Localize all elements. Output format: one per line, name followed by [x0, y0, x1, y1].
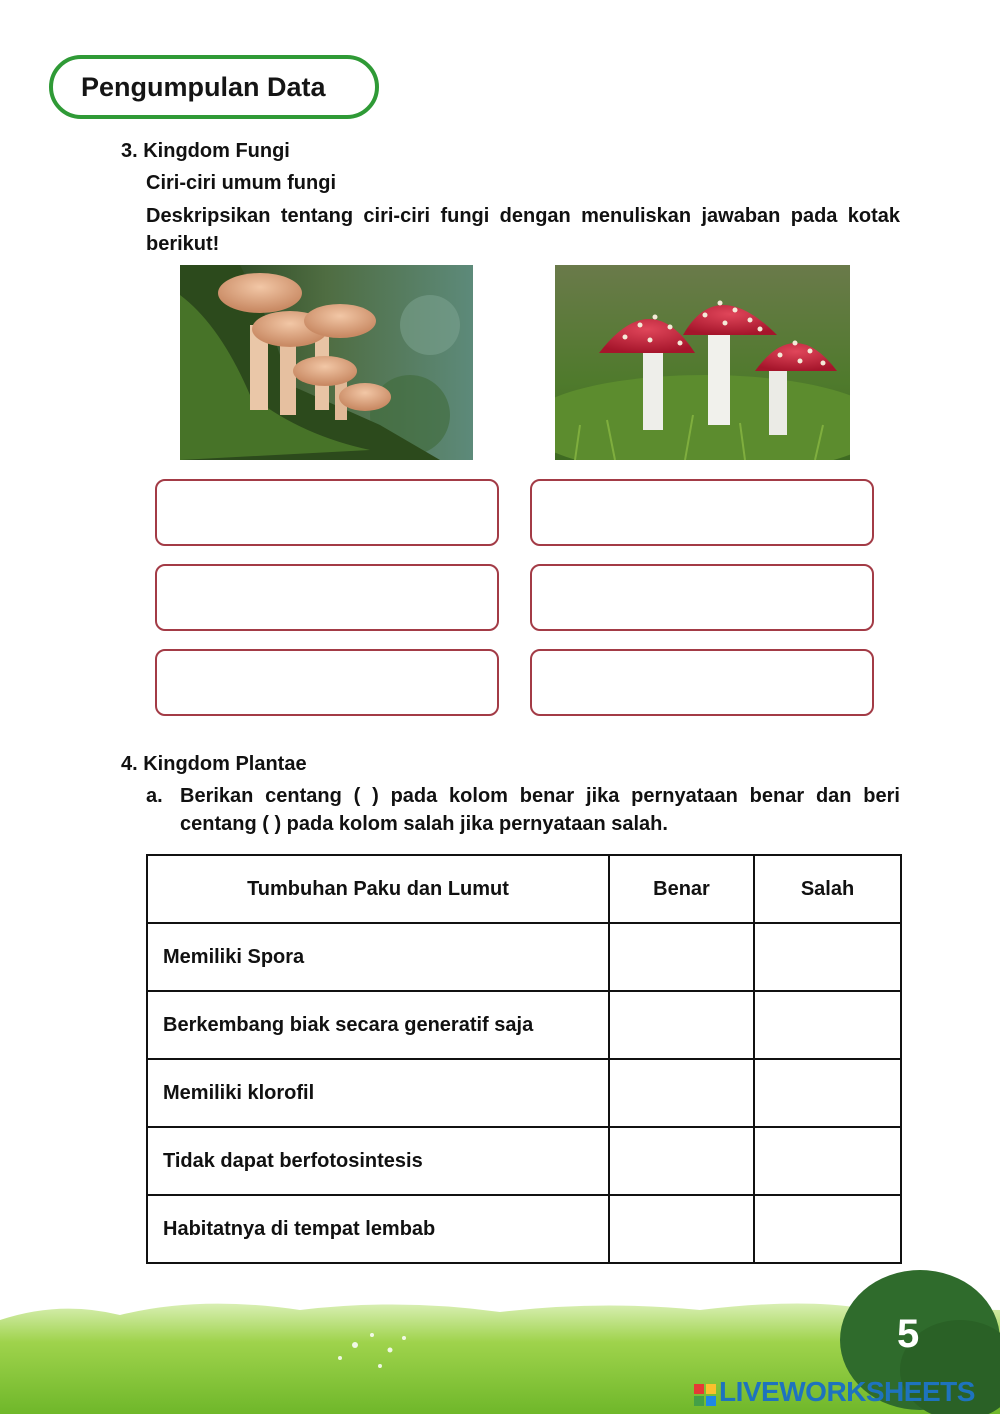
- benar-cell[interactable]: [609, 923, 754, 991]
- table-row: [147, 1127, 901, 1195]
- table-row: [147, 1195, 901, 1263]
- statement-cell: Memiliki klorofil: [147, 1059, 609, 1127]
- liveworksheets-logo-icon: [694, 1381, 716, 1403]
- answer-box-right-2[interactable]: [530, 564, 874, 631]
- salah-cell[interactable]: [754, 1195, 901, 1263]
- salah-cell[interactable]: [754, 923, 901, 991]
- fungi-heading: 3. Kingdom Fungi: [121, 140, 290, 162]
- true-false-table: [146, 854, 902, 1264]
- section-title-pill: [49, 55, 379, 119]
- column-header-benar: Benar: [609, 855, 754, 923]
- answer-box-right-3[interactable]: [530, 649, 874, 716]
- table-header-row: [147, 855, 901, 923]
- benar-cell[interactable]: [609, 991, 754, 1059]
- salah-cell[interactable]: [754, 991, 901, 1059]
- salah-cell[interactable]: [754, 1127, 901, 1195]
- statement-cell: Berkembang biak secara generatif saja: [147, 991, 609, 1059]
- plantae-heading: 4. Kingdom Plantae: [121, 753, 307, 775]
- section-title: Pengumpulan Data: [81, 71, 326, 102]
- plantae-instruction-item: [146, 782, 900, 838]
- statement-cell: Habitatnya di tempat lembab: [147, 1195, 609, 1263]
- brown-mushroom-photo: [180, 265, 473, 460]
- brand-text: LIVEWORKSHEETS: [719, 1376, 975, 1407]
- fungi-instruction: Deskripsikan tentang ciri-ciri fungi dengan menuliskan jawaban pada kotak berikut!: [146, 205, 900, 255]
- answer-box-left-3[interactable]: [155, 649, 499, 716]
- column-header-statement: Tumbuhan Paku dan Lumut: [147, 855, 609, 923]
- statement-cell: Memiliki Spora: [147, 923, 609, 991]
- list-marker: a.: [146, 785, 163, 807]
- benar-cell[interactable]: [609, 1127, 754, 1195]
- table-row: [147, 991, 901, 1059]
- statement-cell: Tidak dapat berfotosintesis: [147, 1127, 609, 1195]
- benar-cell[interactable]: [609, 1059, 754, 1127]
- liveworksheets-brand[interactable]: [694, 1376, 975, 1408]
- table-row: [147, 923, 901, 991]
- plantae-instruction: Berikan centang ( ) pada kolom benar jika pernyataan benar dan beri centang ( ) pada kolom salah jika pernyataan salah.: [180, 785, 900, 835]
- table-row: [147, 1059, 901, 1127]
- column-header-salah: Salah: [754, 855, 901, 923]
- benar-cell[interactable]: [609, 1195, 754, 1263]
- red-mushroom-photo: [555, 265, 850, 460]
- answer-box-right-1[interactable]: [530, 479, 874, 546]
- fungi-subheading: Ciri-ciri umum fungi: [146, 172, 336, 194]
- page-number: 5: [897, 1312, 920, 1356]
- answer-box-left-2[interactable]: [155, 564, 499, 631]
- answer-box-left-1[interactable]: [155, 479, 499, 546]
- salah-cell[interactable]: [754, 1059, 901, 1127]
